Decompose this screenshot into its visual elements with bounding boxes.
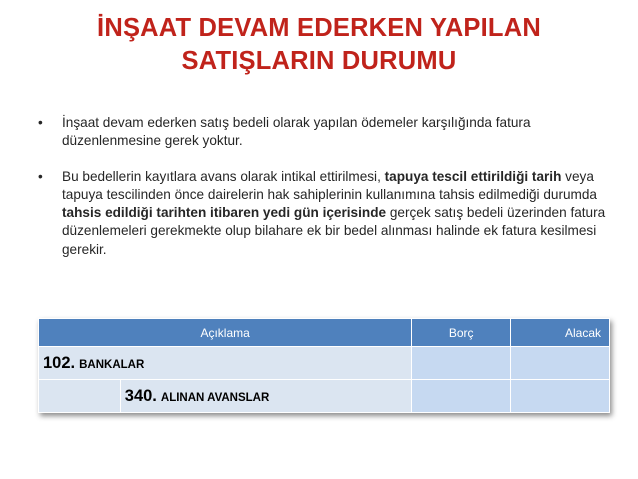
bullet-dot-icon: • [38,168,43,184]
account-cell [39,347,412,380]
table-header-row [39,319,610,347]
title-line-1: İNŞAAT DEVAM EDERKEN YAPILAN [97,14,541,42]
borc-cell [412,347,511,380]
table-row [39,380,610,413]
alacak-cell [511,380,610,413]
bullet-item-1 [38,114,608,151]
bullet-bold-tescil-tarihi: tapuya tescil ettirildiği tarih [384,168,562,184]
bullet-text-part-2: veya tapuya tescilinden önce dairelerin hak sahiplerinin kullanımına tahsis edilmediği durumda [62,168,597,202]
bullet-text-part-1: Bu bedellerin kayıtlara avans olarak intikal ettirilmesi, [62,168,385,184]
alacak-cell [511,347,610,380]
account-cell [120,380,412,413]
account-name: ALINAN AVANSLAR [160,391,270,404]
header-borc: Borç [412,319,511,347]
bullet-list [38,114,608,259]
header-aciklama: Açıklama [39,319,412,347]
account-code: 102. [43,353,76,372]
page-title [0,12,638,78]
bullet-item-2 [38,168,608,259]
bullet-text: İnşaat devam ederken satış bedeli olarak yapılan ödemeler karşılığında fatura düzenlenmesine gerek yoktur. [62,115,531,149]
account-name: BANKALAR [79,358,145,371]
bullet-text-part-3: gerçek satış bedeli üzerinden fatura düzenlemeleri gerekmekte olup bilahare ek bir bedel alınması halinde ek fatura kesilmesi gerekir. [62,205,606,257]
table-row [39,347,610,380]
bullet-bold-yedi-gun: tahsis edildiği tarihten itibaren yedi gün içerisinde [62,205,387,221]
bullet-dot-icon: • [38,115,43,130]
borc-cell [412,380,511,413]
account-table [38,318,610,413]
title-line-2: SATIŞLARIN DURUMU [181,47,457,75]
account-code: 340. [124,386,157,405]
header-alacak: Alacak [511,319,610,347]
indent-cell [39,380,121,413]
